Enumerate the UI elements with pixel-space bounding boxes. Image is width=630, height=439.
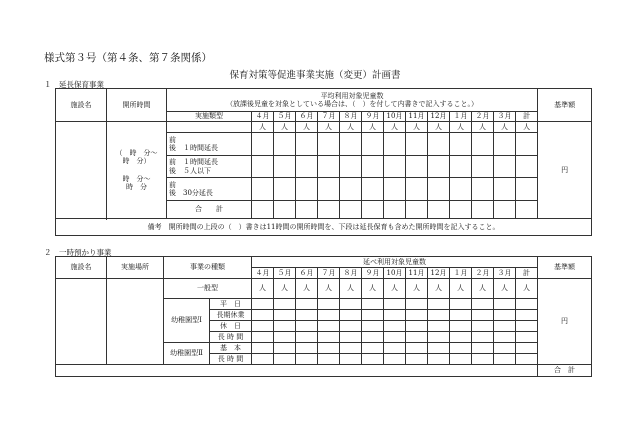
count-cell [252, 343, 274, 354]
month-header: 12月 [428, 112, 450, 122]
type-row-2: 前 １時間延長 後 ５人以下 [167, 156, 252, 178]
unit-cell: 人 [274, 122, 296, 133]
extended-childcare-table [55, 88, 592, 236]
form-number: 様式第３号（第４条、第７条関係） [44, 52, 212, 64]
count-cell [296, 310, 318, 321]
count-cell [340, 310, 362, 321]
count-cell [406, 321, 428, 332]
count-cell [516, 201, 538, 219]
count-cell [516, 178, 538, 201]
count-cell [340, 343, 362, 354]
unit-cell: 人 [252, 122, 274, 133]
count-cell [318, 178, 340, 201]
count-cell [274, 178, 296, 201]
month-header: ３月 [494, 268, 516, 279]
unit-cell: 人 [406, 279, 428, 299]
month-header: ６月 [296, 112, 318, 122]
month-header: ３月 [494, 112, 516, 122]
count-cell [472, 201, 494, 219]
unit-cell: 人 [494, 122, 516, 133]
grand-total-cell: 合 計 [538, 365, 592, 377]
count-cell [428, 156, 450, 178]
unit-cell: 人 [494, 279, 516, 299]
total-header: 延べ利用対象児童数 [252, 257, 538, 268]
count-cell [296, 178, 318, 201]
type-row-1: 前 後 １時間延長 [167, 133, 252, 156]
unit-cell: 人 [384, 279, 406, 299]
count-cell [494, 354, 516, 365]
count-cell [516, 321, 538, 332]
count-cell [362, 299, 384, 310]
count-cell [384, 133, 406, 156]
count-cell [406, 156, 428, 178]
count-cell [274, 156, 296, 178]
count-cell [494, 321, 516, 332]
count-cell [340, 133, 362, 156]
count-cell [494, 310, 516, 321]
month-header: ５月 [274, 112, 296, 122]
unit-cell: 人 [296, 122, 318, 133]
count-cell [450, 343, 472, 354]
month-header: ９月 [362, 268, 384, 279]
month-header: ７月 [318, 268, 340, 279]
count-cell [274, 321, 296, 332]
count-cell [406, 332, 428, 343]
col-hours: 開所時間 [107, 89, 167, 122]
count-cell [384, 201, 406, 219]
count-cell [472, 310, 494, 321]
count-cell [494, 343, 516, 354]
unit-cell: 人 [318, 122, 340, 133]
count-cell [472, 321, 494, 332]
count-cell [362, 201, 384, 219]
kinder1-row-1: 平 日 [210, 299, 252, 310]
count-cell [406, 178, 428, 201]
count-cell [296, 343, 318, 354]
count-cell [516, 332, 538, 343]
month-header: ８月 [340, 112, 362, 122]
count-cell [252, 156, 274, 178]
count-cell [516, 299, 538, 310]
section2-heading: ２ 一時預かり事業 [44, 248, 112, 257]
count-cell [274, 354, 296, 365]
count-cell [450, 310, 472, 321]
count-cell [428, 321, 450, 332]
month-header: 10月 [384, 268, 406, 279]
count-cell [450, 178, 472, 201]
count-cell [362, 354, 384, 365]
unit-cell: 人 [428, 122, 450, 133]
unit-cell: 人 [450, 122, 472, 133]
count-cell [516, 133, 538, 156]
count-cell [384, 299, 406, 310]
col-standard-2: 基準額 [538, 257, 592, 279]
month-header: １月 [450, 268, 472, 279]
month-header: ７月 [318, 112, 340, 122]
month-header: ９月 [362, 112, 384, 122]
count-cell [252, 201, 274, 219]
count-cell [362, 156, 384, 178]
unit-cell: 人 [428, 279, 450, 299]
count-cell [428, 354, 450, 365]
count-cell [296, 354, 318, 365]
count-cell [252, 354, 274, 365]
unit-cell: 人 [516, 279, 538, 299]
month-header: ４月 [252, 268, 274, 279]
count-cell [274, 201, 296, 219]
unit-cell: 人 [450, 279, 472, 299]
month-header: ２月 [472, 112, 494, 122]
count-cell [384, 310, 406, 321]
unit-cell: 人 [472, 122, 494, 133]
count-cell [384, 156, 406, 178]
unit-cell: 人 [406, 122, 428, 133]
unit-cell: 人 [516, 122, 538, 133]
month-header: 11月 [406, 268, 428, 279]
month-header: ４月 [252, 112, 274, 122]
count-cell [406, 310, 428, 321]
kinder2-label: 幼稚園型Ⅱ [164, 343, 210, 365]
col-standard: 基準額 [538, 89, 592, 122]
count-cell [318, 310, 340, 321]
col-facility: 施設名 [56, 89, 107, 122]
count-cell [340, 321, 362, 332]
month-header: １月 [450, 112, 472, 122]
count-cell [318, 354, 340, 365]
count-cell [362, 178, 384, 201]
col-facility-2: 施設名 [56, 257, 107, 279]
count-cell [274, 310, 296, 321]
count-cell [516, 310, 538, 321]
count-cell [318, 332, 340, 343]
unit-cell: 人 [384, 122, 406, 133]
count-cell [472, 133, 494, 156]
count-cell [318, 201, 340, 219]
count-cell [318, 156, 340, 178]
count-cell [252, 310, 274, 321]
count-cell [296, 201, 318, 219]
month-header: ２月 [472, 268, 494, 279]
count-cell [406, 201, 428, 219]
unit-cell: 人 [318, 279, 340, 299]
count-cell [494, 299, 516, 310]
count-cell [428, 178, 450, 201]
section1-heading: １ 延長保育事業 [44, 80, 104, 89]
count-cell [450, 321, 472, 332]
count-cell [296, 332, 318, 343]
count-cell [340, 299, 362, 310]
kinder1-row-4: 長 時 間 [210, 332, 252, 343]
kinder1-label: 幼稚園型Ⅰ [164, 299, 210, 343]
unit-cell: 人 [296, 279, 318, 299]
document-title: 保育対策等促進事業実施（変更）計画書 [229, 70, 401, 81]
count-cell [516, 354, 538, 365]
kinder2-row-2: 長 時 間 [210, 354, 252, 365]
count-cell [340, 332, 362, 343]
count-cell [296, 156, 318, 178]
count-cell [274, 133, 296, 156]
count-cell [428, 299, 450, 310]
col-type: 実施類型 [167, 112, 252, 122]
avg-header: 平均利用対象児童数 （放課後児童を対象としている場合は、（ ）を付して内書きで記入すること。） [167, 89, 538, 112]
month-header: ５月 [274, 268, 296, 279]
type-row-3: 前 後 30分延長 [167, 178, 252, 201]
count-cell [472, 343, 494, 354]
count-cell [340, 354, 362, 365]
count-cell [494, 156, 516, 178]
kinder1-row-3: 休 日 [210, 321, 252, 332]
count-cell [296, 133, 318, 156]
count-cell [450, 201, 472, 219]
count-cell [252, 178, 274, 201]
count-cell [450, 354, 472, 365]
location-cell [107, 279, 164, 365]
count-cell [340, 156, 362, 178]
count-cell [516, 343, 538, 354]
count-cell [340, 178, 362, 201]
type-blank [167, 122, 252, 133]
count-cell [472, 354, 494, 365]
kinder2-row-1: 基 本 [210, 343, 252, 354]
count-cell [472, 178, 494, 201]
count-cell [384, 354, 406, 365]
count-cell [450, 332, 472, 343]
count-cell [252, 321, 274, 332]
count-cell [318, 343, 340, 354]
kinder1-row-2: 長期休業 [210, 310, 252, 321]
unit-cell: 人 [252, 279, 274, 299]
month-header: ６月 [296, 268, 318, 279]
col-location: 実施場所 [107, 257, 164, 279]
count-cell [450, 156, 472, 178]
month-header: ８月 [340, 268, 362, 279]
count-cell [406, 354, 428, 365]
count-cell [428, 343, 450, 354]
count-cell [362, 332, 384, 343]
unit-cell: 人 [362, 279, 384, 299]
col-kind: 事業の種類 [164, 257, 252, 279]
count-cell [450, 299, 472, 310]
unit-cell: 人 [340, 279, 362, 299]
month-header: 計 [516, 268, 538, 279]
count-cell [406, 343, 428, 354]
unit-cell: 人 [340, 122, 362, 133]
count-cell [384, 343, 406, 354]
unit-cell: 人 [362, 122, 384, 133]
temporary-care-table [55, 256, 592, 377]
count-cell [406, 133, 428, 156]
count-cell [362, 321, 384, 332]
count-cell [450, 133, 472, 156]
count-cell [494, 332, 516, 343]
count-cell [252, 332, 274, 343]
facility-name-cell [56, 122, 107, 219]
count-cell [340, 201, 362, 219]
count-cell [318, 321, 340, 332]
count-cell [494, 178, 516, 201]
general-type: 一般型 [164, 279, 252, 299]
month-header: 11月 [406, 112, 428, 122]
hours-cell: （ 時 分〜 時 分） 時 分〜 時 分 [107, 122, 167, 219]
count-cell [318, 299, 340, 310]
month-header: 10月 [384, 112, 406, 122]
count-cell [384, 321, 406, 332]
standard-amount-cell: 円 [538, 122, 592, 219]
count-cell [274, 343, 296, 354]
count-cell [296, 299, 318, 310]
count-cell [406, 299, 428, 310]
count-cell [428, 133, 450, 156]
count-cell [318, 133, 340, 156]
count-cell [274, 332, 296, 343]
count-cell [362, 310, 384, 321]
type-total-label: 合 計 [167, 201, 252, 219]
count-cell [296, 321, 318, 332]
count-cell [472, 332, 494, 343]
unit-cell: 人 [274, 279, 296, 299]
unit-cell: 人 [472, 279, 494, 299]
count-cell [384, 178, 406, 201]
note: 備考 開所時間の上段の（ ）書きは11時間の開所時間を、下段は延長保育も含めた開所時間を記入すること。 [56, 219, 592, 236]
month-header: 計 [516, 112, 538, 122]
count-cell [362, 343, 384, 354]
count-cell [494, 201, 516, 219]
count-cell [472, 299, 494, 310]
count-cell [362, 133, 384, 156]
count-cell [516, 156, 538, 178]
count-cell [472, 156, 494, 178]
count-cell [428, 332, 450, 343]
count-cell [384, 332, 406, 343]
facility-name-cell-2 [56, 279, 107, 365]
count-cell [428, 201, 450, 219]
month-header: 12月 [428, 268, 450, 279]
standard-amount-cell: 円 [538, 279, 592, 365]
count-cell [252, 299, 274, 310]
count-cell [252, 133, 274, 156]
count-cell [428, 310, 450, 321]
count-cell [494, 133, 516, 156]
count-cell [274, 299, 296, 310]
